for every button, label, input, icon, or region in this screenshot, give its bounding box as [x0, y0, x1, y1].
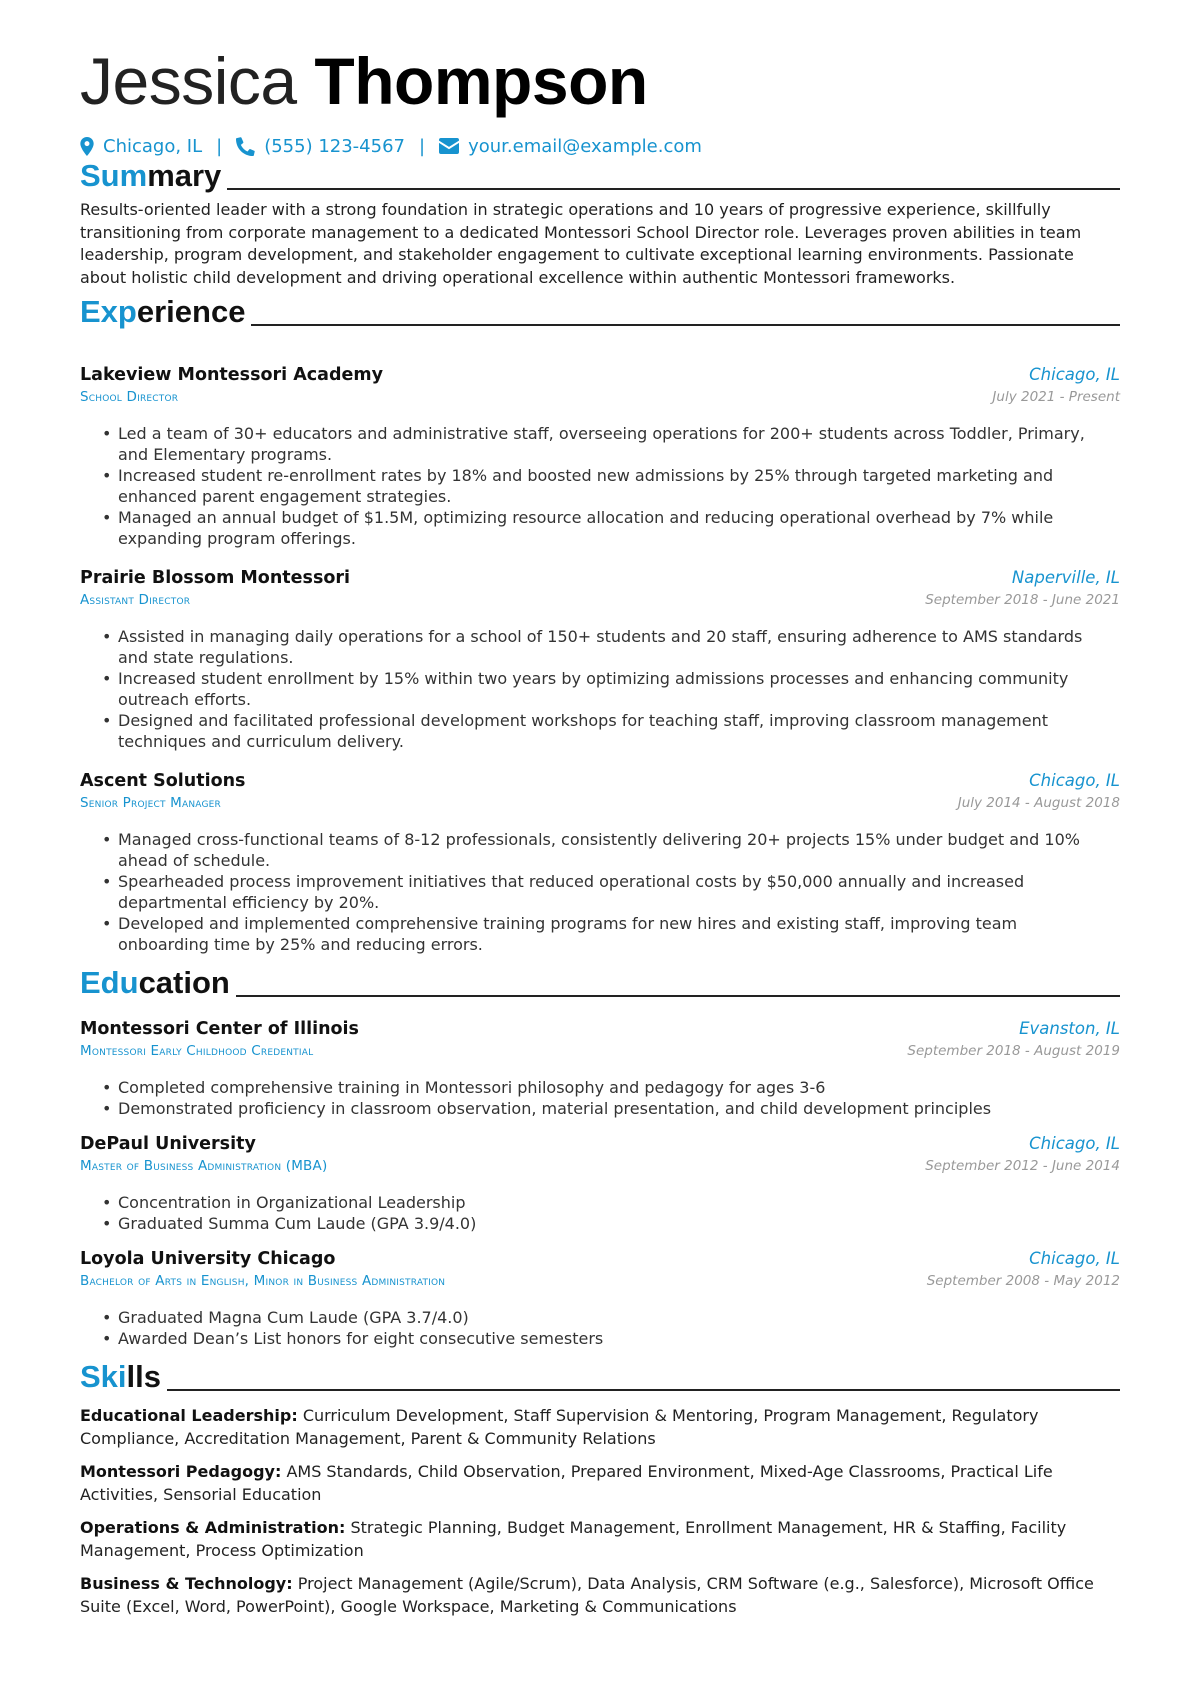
- list-item: • Completed comprehensive training in Montessori philosophy and pedagogy for ages 3-6: [102, 1078, 826, 1097]
- skill-category: Montessori Pedagogy:: [80, 1462, 282, 1481]
- experience-bullets: [80, 626, 1120, 752]
- institution-name: Loyola University Chicago: [80, 1249, 336, 1269]
- experience-entry-header: [80, 566, 1120, 612]
- list-item: • Managed an annual budget of $1.5M, optimizing resource allocation and reducing operational overhead by 7% while expanding program offerings.: [102, 508, 1054, 548]
- experience-entry-header: [80, 363, 1120, 409]
- map-pin-icon: [80, 137, 94, 156]
- entry-location: Evanston, IL: [1019, 1019, 1120, 1038]
- skill-list: Curriculum Development, Staff Supervision & Mentoring, Program Management, Regulatory Compliance, Accreditation Management, Parent & Community Relations: [80, 1406, 1039, 1448]
- section-experience-title: [80, 293, 1120, 329]
- skill-category: Operations & Administration:: [80, 1518, 346, 1537]
- section-label: Experience: [80, 294, 246, 329]
- skill-category: Educational Leadership:: [80, 1406, 298, 1425]
- job-title: Assistant Director: [80, 592, 191, 608]
- envelope-icon: [439, 138, 459, 154]
- entry-dates: September 2008 - May 2012: [926, 1273, 1120, 1289]
- contact-location: [80, 136, 202, 157]
- list-item: • Spearheaded process improvement initiatives that reduced operational costs by $50,000 annually and increased departmental efficiency by 20%.: [102, 872, 1025, 912]
- skill-list: AMS Standards, Child Observation, Prepared Environment, Mixed-Age Classrooms, Practical Life Activities, Sensorial Education: [80, 1462, 1053, 1504]
- degree-title: Montessori Early Childhood Credential: [80, 1043, 314, 1059]
- entry-location: Chicago, IL: [1029, 1134, 1120, 1153]
- list-item: • Graduated Magna Cum Laude (GPA 3.7/4.0): [102, 1308, 469, 1327]
- contact-separator: |: [216, 135, 223, 157]
- degree-title: Master of Business Administration (MBA): [80, 1158, 328, 1174]
- experience-bullets: [80, 829, 1120, 955]
- education-bullets: [80, 1077, 1120, 1119]
- entry-dates: July 2021 - Present: [992, 389, 1120, 405]
- list-item: • Developed and implemented comprehensive training programs for new hires and existing staff, improving team onboarding time by 25% and reducing errors.: [102, 914, 1018, 954]
- section-label: Education: [80, 965, 230, 1000]
- degree-title: Bachelor of Arts in English, Minor in Business Administration: [80, 1273, 446, 1289]
- entry-dates: September 2012 - June 2014: [925, 1158, 1120, 1174]
- skill-category: Business & Technology:: [80, 1574, 293, 1593]
- section-label: Summary: [80, 158, 222, 193]
- education-bullets: [80, 1192, 1120, 1234]
- skill-group: [80, 1405, 1120, 1450]
- last-name: Thompson: [314, 44, 648, 118]
- entry-location: Naperville, IL: [1011, 568, 1120, 587]
- list-item: • Concentration in Organizational Leadership: [102, 1193, 466, 1212]
- section-rule: [167, 1389, 1120, 1391]
- contact-email[interactable]: [439, 136, 702, 157]
- list-item: • Led a team of 30+ educators and administrative staff, overseeing operations for 200+ students across Toddler, Primary, and Elementary programs.: [102, 424, 1085, 464]
- entry-location: Chicago, IL: [1029, 365, 1120, 384]
- list-item: • Designed and facilitated professional development workshops for teaching staff, improving classroom management techniques and curriculum delivery.: [102, 711, 1049, 751]
- education-entry-header: [80, 1017, 1120, 1063]
- experience-bullets: [80, 423, 1120, 549]
- education-entry-header: [80, 1132, 1120, 1178]
- phone-icon: [236, 137, 255, 156]
- employer-name: Lakeview Montessori Academy: [80, 365, 384, 385]
- list-item: • Graduated Summa Cum Laude (GPA 3.9/4.0): [102, 1214, 477, 1233]
- institution-name: Montessori Center of Illinois: [80, 1019, 359, 1039]
- location-text: Chicago, IL: [103, 135, 203, 157]
- entry-location: Chicago, IL: [1029, 771, 1120, 790]
- experience-entry-header: [80, 769, 1120, 815]
- list-item: • Increased student re-enrollment rates by 18% and boosted new admissions by 25% through targeted marketing and enhanced parent engagement strategies.: [102, 466, 1054, 506]
- skill-group: [80, 1517, 1120, 1562]
- employer-name: Ascent Solutions: [80, 771, 246, 791]
- skill-group: [80, 1461, 1120, 1506]
- section-label: Skills: [80, 1359, 161, 1394]
- first-name: Jessica: [80, 44, 297, 118]
- job-title: School Director: [80, 389, 179, 405]
- skill-list: Strategic Planning, Budget Management, Enrollment Management, HR & Staffing, Facility Management, Process Optimization: [80, 1518, 1067, 1560]
- entry-dates: September 2018 - June 2021: [925, 592, 1120, 608]
- list-item: • Assisted in managing daily operations for a school of 150+ students and 20 staff, ensuring adherence to AMS standards and state regulations.: [102, 627, 1083, 667]
- section-rule: [251, 324, 1120, 326]
- contact-phone[interactable]: [236, 136, 405, 157]
- list-item: • Increased student enrollment by 15% within two years by optimizing admissions processes and enhancing community outreach efforts.: [102, 669, 1069, 709]
- skill-list: Project Management (Agile/Scrum), Data Analysis, CRM Software (e.g., Salesforce), Microsoft Office Suite (Excel, Word, PowerPoint), Google Workspace, Marketing & Communications: [80, 1574, 1094, 1616]
- entry-dates: July 2014 - August 2018: [957, 795, 1120, 811]
- section-rule: [236, 995, 1120, 997]
- job-title: Senior Project Manager: [80, 795, 222, 811]
- skill-group: [80, 1573, 1120, 1618]
- email-link[interactable]: your.email@example.com: [468, 135, 702, 157]
- entry-location: Chicago, IL: [1029, 1249, 1120, 1268]
- entry-dates: September 2018 - August 2019: [907, 1043, 1120, 1059]
- education-bullets: [80, 1307, 1120, 1349]
- candidate-name: [80, 36, 1120, 126]
- section-skills-title: [80, 1358, 1120, 1394]
- section-summary-title: [80, 157, 1120, 193]
- employer-name: Prairie Blossom Montessori: [80, 568, 351, 588]
- institution-name: DePaul University: [80, 1134, 256, 1154]
- contact-separator: |: [419, 135, 426, 157]
- phone-text[interactable]: (555) 123-4567: [264, 135, 405, 157]
- section-education-title: [80, 964, 1120, 1000]
- list-item: • Awarded Dean’s List honors for eight consecutive semesters: [102, 1329, 604, 1348]
- list-item: • Demonstrated proficiency in classroom observation, material presentation, and child development principles: [102, 1099, 992, 1118]
- section-rule: [227, 188, 1120, 190]
- education-entry-header: [80, 1247, 1120, 1293]
- summary-text: Results-oriented leader with a strong foundation in strategic operations and 10 years of progressive experience, skillfully transitioning from corporate management to a dedicated Montessori School Director role. Leverages proven abilities in team leadership, program development, and stakeholder engagement to cultivate exceptional learning environments. Passionate about holistic child development and driving operational excellence within authentic Montessori frameworks.: [80, 200, 1082, 287]
- list-item: • Managed cross-functional teams of 8-12 professionals, consistently delivering 20+ projects 15% under budget and 10% ahead of schedule.: [102, 830, 1080, 870]
